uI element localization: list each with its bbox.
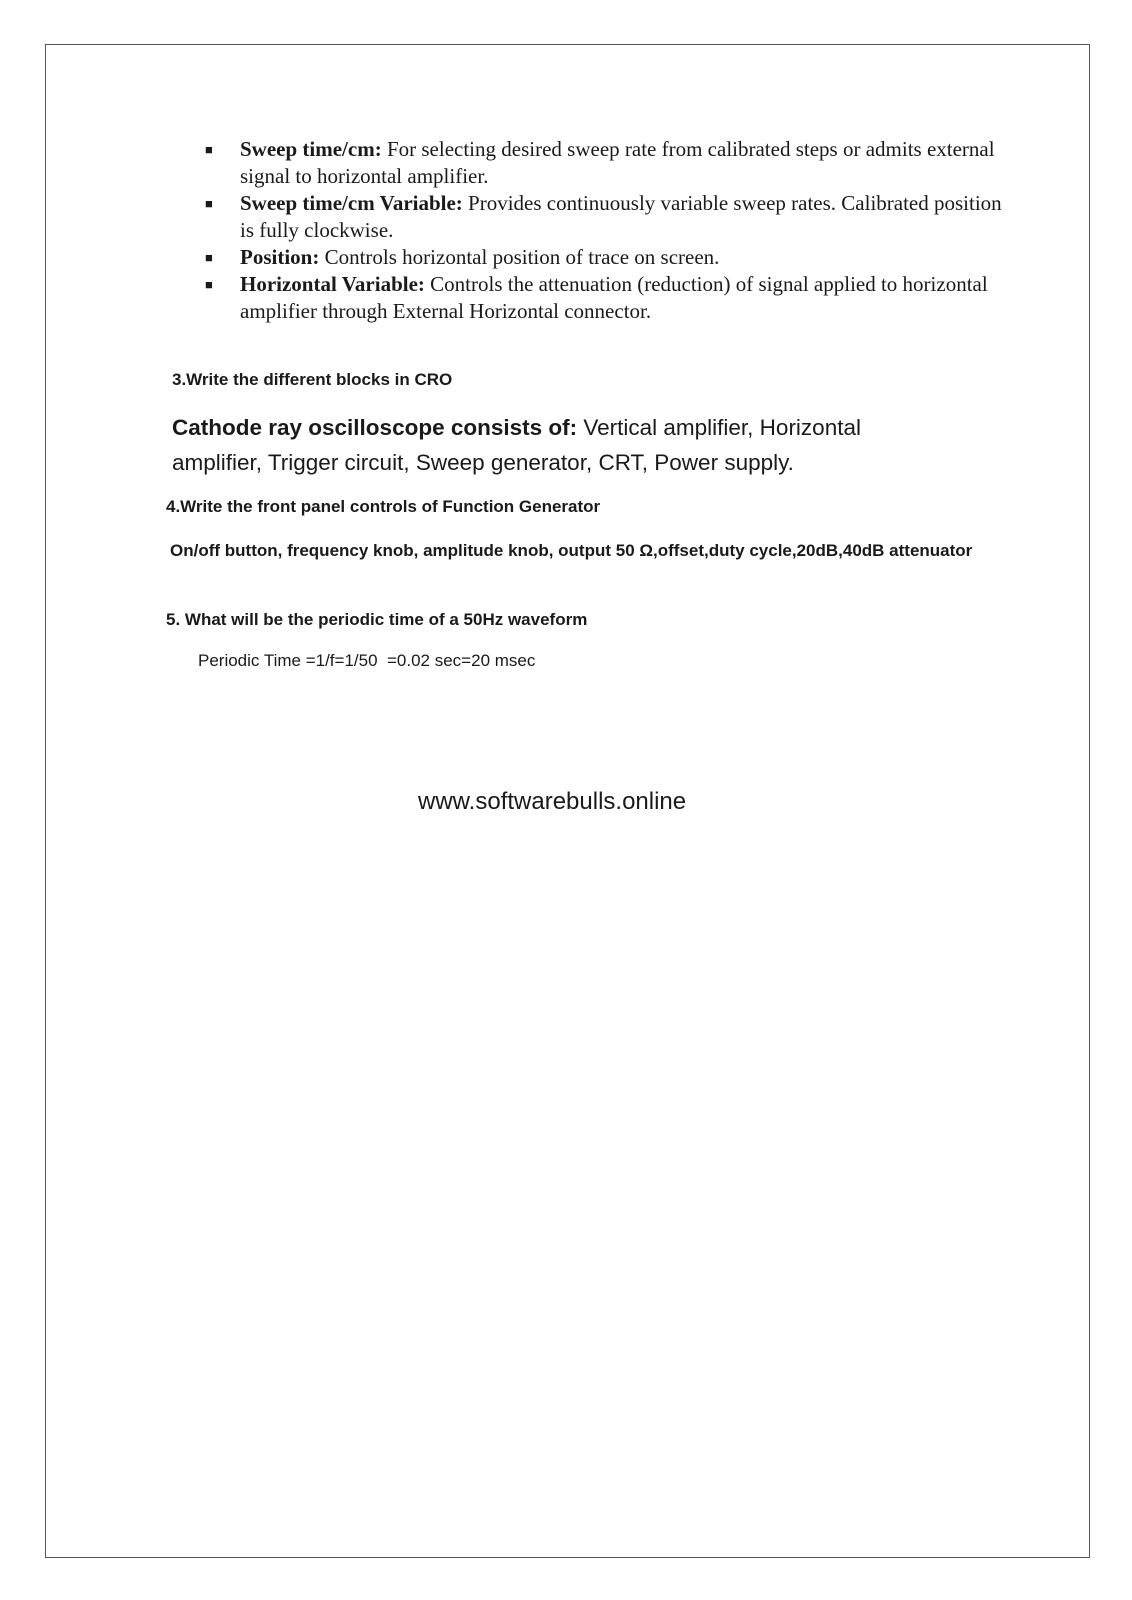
answer-3 <box>172 410 932 480</box>
bullet-text: Controls horizontal position of trace on screen. <box>319 245 720 269</box>
answer-4 <box>137 537 987 565</box>
bullet-term: Horizontal Variable: <box>240 272 425 296</box>
list-item <box>205 244 1005 271</box>
bullet-text: Controls the attenuation (reduction) of signal applied to horizontal amplifier through External Horizontal connector. <box>240 272 988 323</box>
answer-3-lead: Cathode ray oscilloscope consists of: <box>172 415 578 440</box>
bullet-text: For selecting desired sweep rate from calibrated steps or admits external signal to horizontal amplifier. <box>240 137 995 188</box>
footer-website: www.softwarebulls.online <box>418 788 687 815</box>
bullet-marker: ■ <box>205 277 213 292</box>
question-3: 3.Write the different blocks in CRO <box>172 370 453 389</box>
list-item <box>205 190 1005 244</box>
list-item <box>205 271 1005 325</box>
bullet-term: Sweep time/cm Variable: <box>240 191 463 215</box>
bullet-marker: ■ <box>205 250 213 265</box>
bullet-marker: ■ <box>205 142 213 157</box>
horizontal-controls-list <box>205 136 1005 325</box>
answer-3-text: Vertical amplifier, Horizontal amplifier, Trigger circuit, Sweep generator, CRT, Power supply. <box>172 415 861 475</box>
answer-5: Periodic Time =1/f=1/50 =0.02 sec=20 msec <box>198 651 536 670</box>
bullet-term: Position: <box>240 245 320 269</box>
bullet-text: Provides continuously variable sweep rates. Calibrated position is fully clockwise. <box>240 191 1002 242</box>
bullet-marker: ■ <box>205 196 213 211</box>
answer-4-text: On/off button, frequency knob, amplitude knob, output 50 Ω,offset,duty cycle,20dB,40dB attenuator <box>170 541 973 560</box>
question-5: 5. What will be the periodic time of a 50Hz waveform <box>166 610 588 629</box>
bullet-term: Sweep time/cm: <box>240 137 382 161</box>
list-item <box>205 136 1005 190</box>
question-4: 4.Write the front panel controls of Function Generator <box>166 497 601 516</box>
